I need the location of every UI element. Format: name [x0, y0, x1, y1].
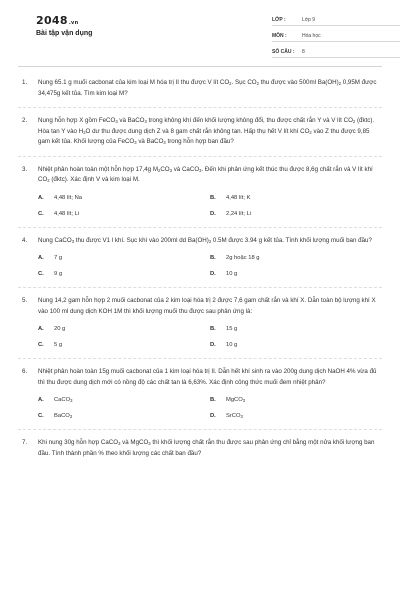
answer-option[interactable] — [38, 395, 210, 405]
meta-row-subject — [272, 30, 400, 42]
question-item — [18, 367, 382, 421]
question-divider — [18, 156, 382, 157]
answer-option[interactable] — [38, 253, 210, 263]
question-text: Nung hỗn hợp X gồm FeCO$_3$ và BaCO$_3$ trong không khí đến khối lượng không đổi, thu được chất rắn Y và V lít $CO_2$ (đktc). Hòa tan Y vào $H_2O$ dư thu được dung dịch Z và 8 gam chất rắn không tan. Hấp thụ hết V lít khí $CO_2$ vào Z thu được 9,85 gam kết tủa. Khối lượng của FeCO$_3$ và BaCO$_3$ trong hỗn hợp ban đầu? — [38, 117, 375, 145]
answer-option[interactable] — [38, 193, 210, 203]
option-letter: A. — [38, 326, 44, 332]
option-text: 15 g — [226, 326, 238, 332]
question-text: Nung CaCO$_3$ thu được V1 l khí. Sục khí vào 200ml dd $Ba(OH)_2$ 0.5M được 3.94 g kết tủa. Tính khối lượng muối ban đầu? — [38, 236, 372, 244]
option-letter: A. — [38, 397, 44, 403]
option-text: 9 g — [54, 271, 63, 277]
option-text: 4,48 lít; Li — [54, 210, 80, 217]
option-letter: D. — [210, 210, 216, 217]
question-item — [18, 296, 382, 350]
worksheet-header — [18, 0, 382, 62]
answer-option[interactable] — [38, 340, 210, 350]
logo-suffix: .vn — [68, 20, 79, 26]
option-letter: B. — [210, 194, 216, 201]
option-letter: D. — [210, 413, 216, 419]
question-divider — [18, 429, 382, 430]
question-text: Nung 14,2 gam hỗn hợp 2 muối cacbonat của 2 kim loại hóa trị 2 được 7,6 gam chất rắn và khí X. Dẫn toàn bộ lượng khí X vào 100 ml dung dịch KOH 1M thì khối lượng muối thu được sau phản ứng là: — [38, 297, 376, 315]
question-text: Nung 65.1 g muối cacbonat của kim loại M hóa trị II thu được V lít $CO_2$. Sục $CO_2$ thu được vào 500ml $Ba(OH)_2$ 0,95M được 34,475g kết tủa. Tìm kim loại M? — [38, 79, 377, 97]
question-number: 3. — [22, 165, 28, 173]
option-letter: A. — [38, 255, 44, 261]
option-text: 20 g — [54, 326, 66, 332]
option-text: 7 g — [54, 255, 63, 261]
header-divider — [18, 66, 382, 67]
question-divider — [18, 107, 382, 108]
option-text: 5 g — [54, 342, 63, 348]
question-item — [18, 438, 382, 459]
question-number: 5. — [22, 297, 28, 304]
answer-option[interactable] — [210, 324, 382, 334]
question-divider — [18, 358, 382, 359]
answer-option[interactable] — [38, 209, 210, 219]
option-letter: D. — [210, 271, 216, 277]
option-text: 4,48 lít; Na — [54, 194, 83, 201]
answer-option[interactable] — [210, 269, 382, 279]
option-text: SrCO$_3$ — [226, 413, 243, 419]
logo-text: 2048 — [36, 14, 68, 27]
worksheet-subtitle: Bài tập vận dụng — [36, 30, 93, 37]
question-number: 2. — [22, 117, 28, 124]
option-letter: B. — [210, 397, 216, 403]
meta-label: SỐ CÂU : — [272, 49, 295, 55]
site-logo[interactable] — [36, 14, 78, 27]
question-item — [18, 116, 382, 148]
answer-option[interactable] — [210, 253, 382, 263]
option-text: BaCO$_3$ — [54, 413, 73, 419]
question-divider — [18, 287, 382, 288]
meta-value: 8 — [302, 49, 305, 55]
answer-option[interactable] — [210, 340, 382, 350]
answer-options — [38, 324, 382, 350]
question-item — [18, 165, 382, 219]
meta-value: Hóa học — [302, 33, 321, 39]
question-item — [18, 236, 382, 280]
question-number: 6. — [22, 368, 28, 375]
worksheet-meta — [272, 14, 400, 62]
answer-option[interactable] — [210, 411, 382, 421]
meta-label: MÔN : — [272, 33, 287, 39]
question-text: Nhiệt phân hoàn toàn 15g muối cacbonat của 1 kim loại hóa trị II. Dẫn hết khí sinh ra vào 200g dung dịch NaOH 4% vừa đủ thì thu được dung dịch mới có nồng độ các chất tan là 6,63%. Xác định công thức muối đem nhiệt phân? — [38, 368, 377, 386]
option-letter: A. — [38, 194, 44, 201]
meta-label: LỚP : — [272, 17, 286, 23]
option-letter: C. — [38, 271, 44, 277]
answer-option[interactable] — [38, 411, 210, 421]
option-text: MgCO$_3$ — [226, 397, 246, 403]
answer-option[interactable] — [210, 209, 382, 219]
answer-options — [38, 193, 382, 219]
question-text: Nhiệt phân hoàn toàn một hỗn hợp 17,4g $M_2CO_3$ và CaCO$_3$. Đến khi phản ứng kết thúc thu được 8,6g chất rắn và V lít khí $CO_2$ (đktc). Xác định V và kim loại M. — [38, 165, 373, 183]
option-text: 4,48 lít; K — [226, 194, 251, 201]
answer-option[interactable] — [38, 269, 210, 279]
option-letter: C. — [38, 413, 44, 419]
option-text: CaCO$_3$ — [54, 397, 73, 403]
option-letter: B. — [210, 255, 216, 261]
answer-options — [38, 253, 382, 279]
question-list — [18, 78, 382, 459]
option-text: 2g hoặc 18 g — [226, 255, 260, 261]
answer-option[interactable] — [210, 395, 382, 405]
meta-value: Lớp 9 — [302, 17, 316, 23]
option-letter: B. — [210, 326, 216, 332]
option-letter: C. — [38, 342, 44, 348]
question-number: 1. — [22, 79, 28, 86]
question-text: Khi nung 30g hỗn hợp CaCO$_3$ và MgCO$_3$ thì khối lượng chất rắn thu được sau phản ứng chỉ bằng một nửa khối lượng ban đầu. Tính thành phần % theo khối lượng các chất ban đầu? — [38, 439, 375, 457]
question-number: 4. — [22, 236, 28, 244]
answer-option[interactable] — [210, 193, 382, 203]
question-item — [18, 78, 382, 99]
option-letter: D. — [210, 342, 216, 348]
option-text: 10 g — [226, 271, 238, 277]
question-number: 7. — [22, 439, 28, 446]
meta-row-class — [272, 14, 400, 26]
option-letter: C. — [38, 210, 44, 217]
answer-option[interactable] — [38, 324, 210, 334]
option-text: 10 g — [226, 342, 238, 348]
answer-options — [38, 395, 382, 421]
option-text: 2,24 lít; Li — [226, 210, 252, 217]
meta-row-count — [272, 46, 400, 58]
question-divider — [18, 227, 382, 228]
